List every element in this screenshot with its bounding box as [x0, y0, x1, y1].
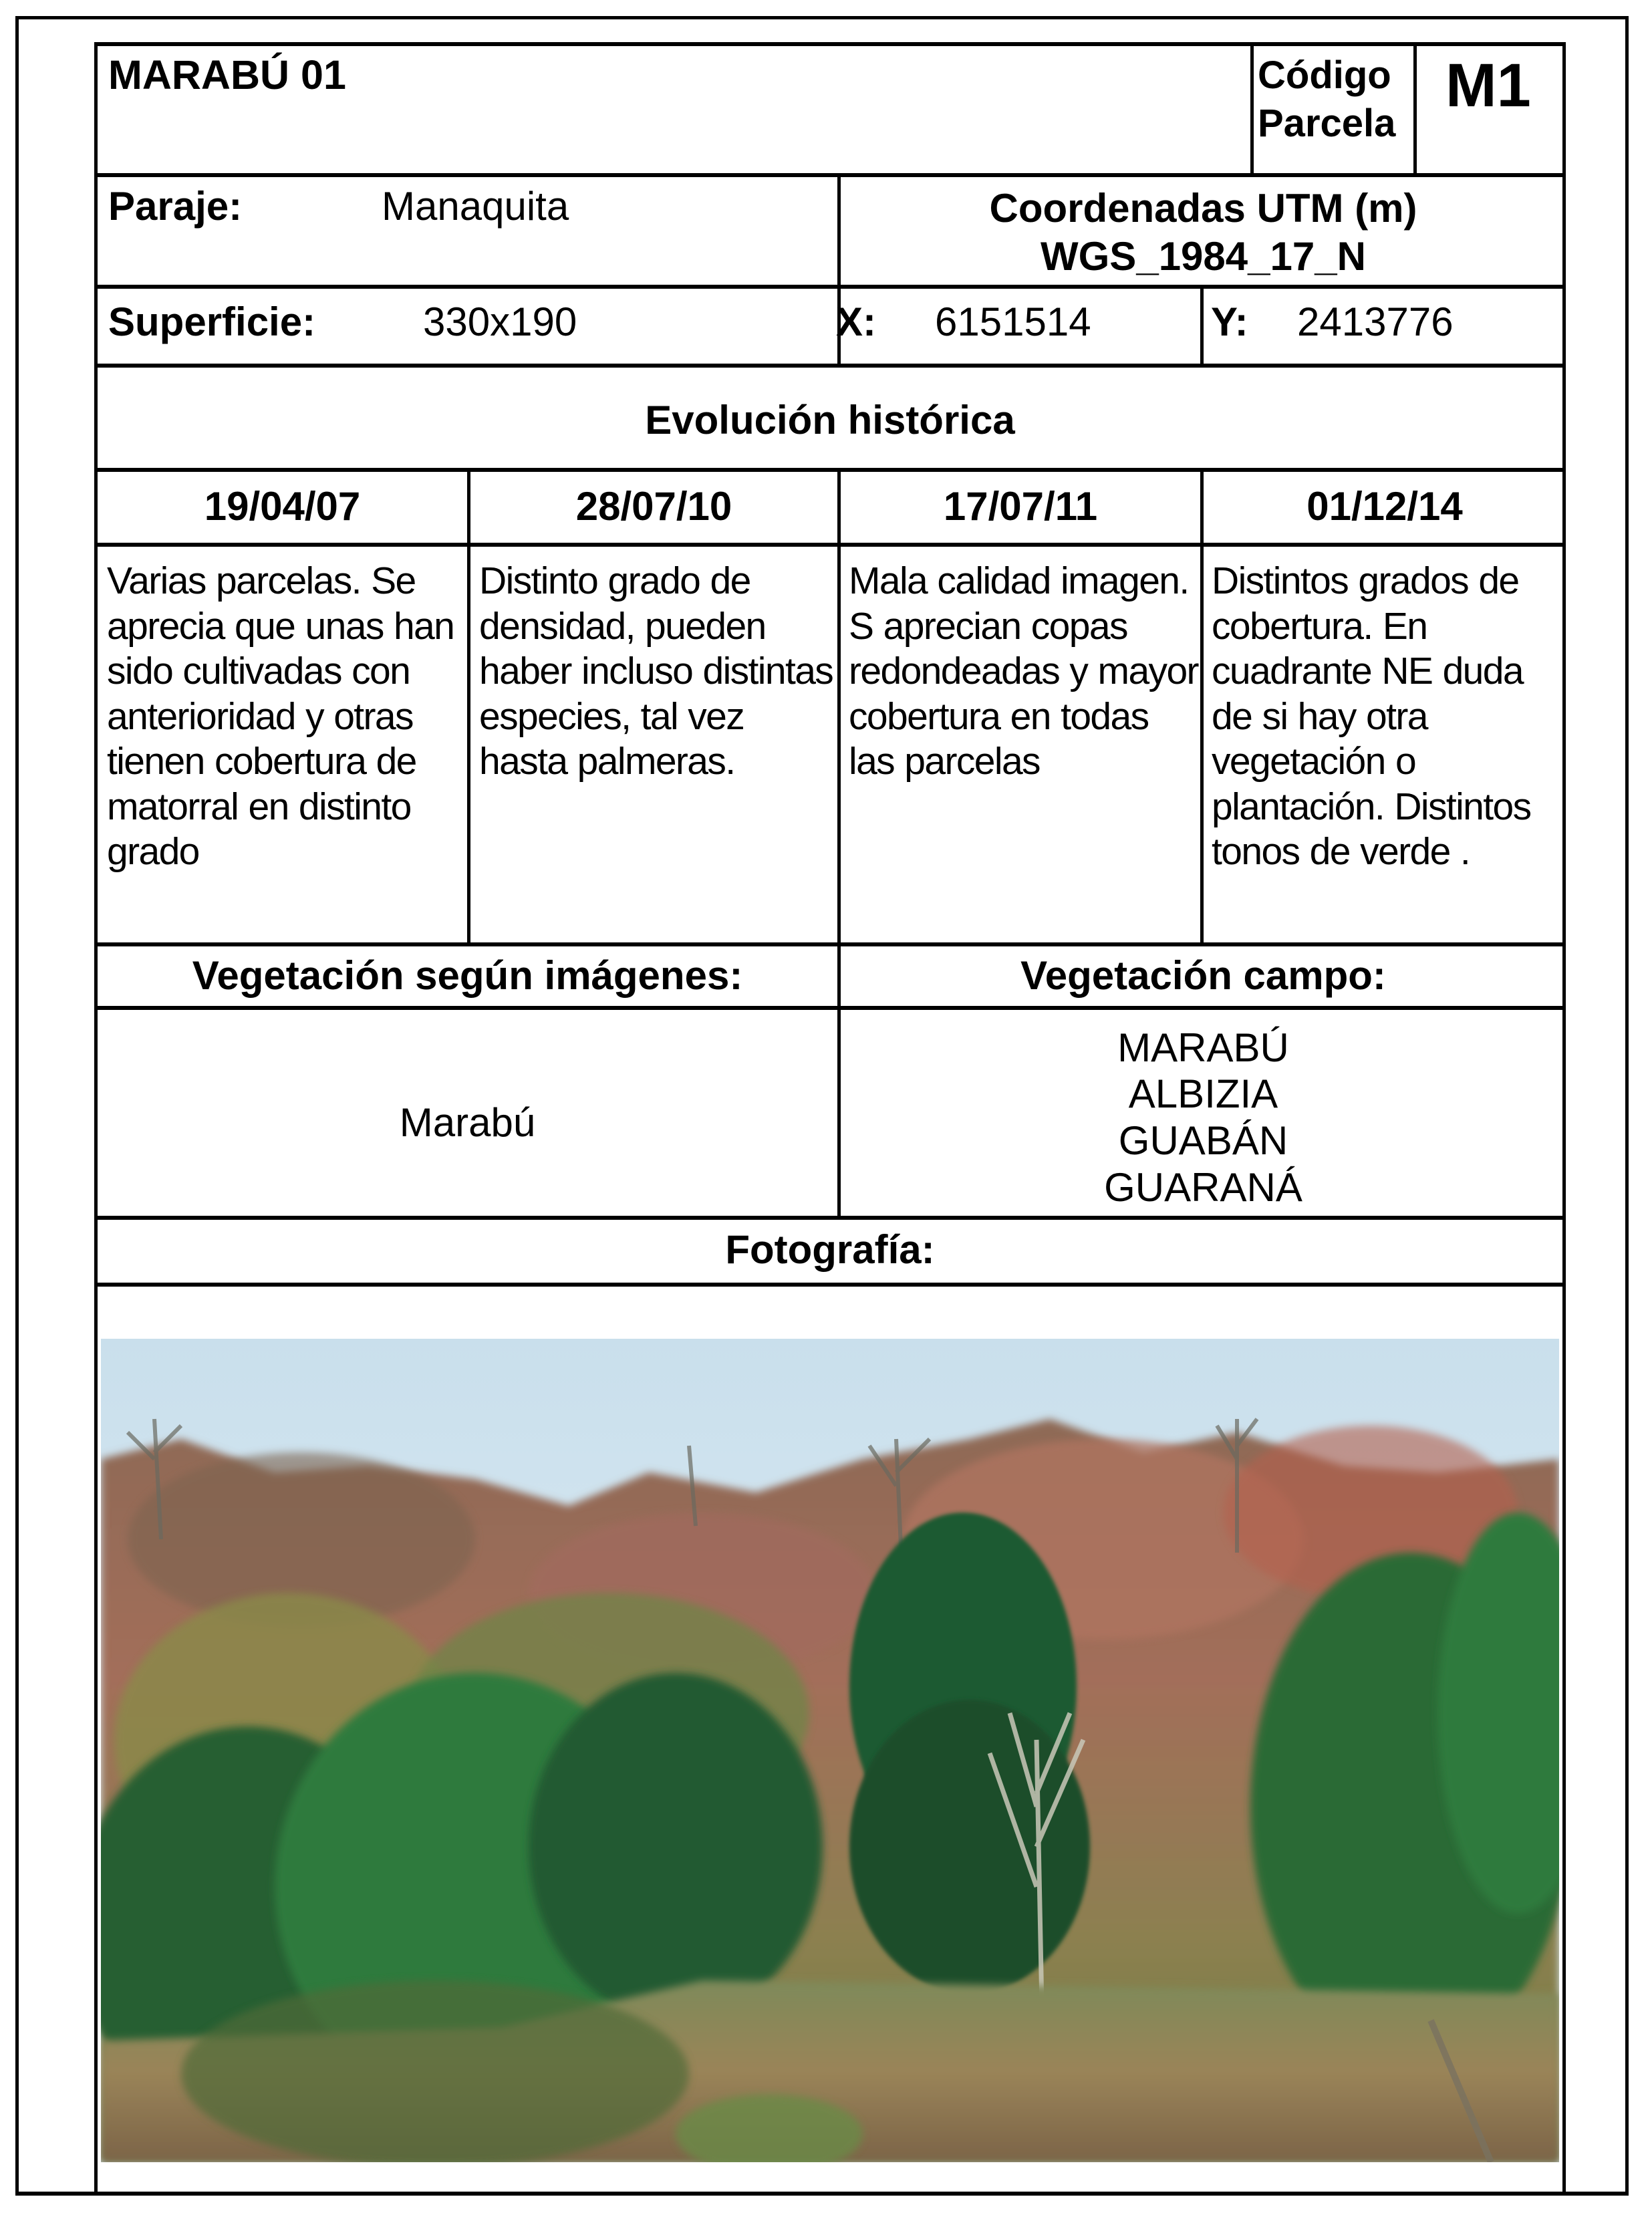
superficie-value: 330x190	[423, 299, 577, 344]
code-label-line1: Código	[1258, 53, 1391, 97]
history-description: Varias parcelas. Se aprecia que unas han sido cultivadas con anterioridad y otras tienen cobertura de matorral en distinto grado	[107, 559, 454, 873]
coords-title-line1: Coordenadas UTM (m)	[989, 186, 1417, 231]
row-divider	[94, 543, 1566, 547]
col-divider	[1413, 42, 1417, 175]
superficie-label: Superficie:	[108, 299, 316, 344]
x-label: X:	[836, 299, 876, 344]
row-divider	[94, 1006, 1566, 1010]
code-label-line2: Parcela	[1258, 102, 1396, 145]
record-title: MARABÚ 01	[108, 52, 346, 98]
y-label: Y:	[1211, 299, 1248, 344]
history-title: Evolución histórica	[645, 398, 1015, 442]
vegetation-images-value: Marabú	[399, 1100, 536, 1145]
bottom-rule	[15, 2192, 1629, 2196]
paraje-value: Manaquita	[382, 184, 569, 229]
history-date: 17/07/11	[943, 484, 1098, 529]
col-divider	[1200, 470, 1204, 944]
vegetation-images-label: Vegetación según imágenes:	[192, 953, 743, 998]
history-description: Distinto grado de densidad, pueden haber incluso distintas especies, tal vez hasta palmeras.	[479, 559, 833, 783]
field-photograph	[101, 1339, 1559, 2162]
vegetation-field-species: GUARANÁ	[1104, 1165, 1302, 1210]
row-divider	[94, 1283, 1566, 1287]
vegetation-field-species: GUABÁN	[1118, 1118, 1288, 1163]
row-divider	[94, 173, 1566, 177]
history-date: 28/07/10	[575, 484, 732, 529]
row-divider	[94, 1216, 1566, 1220]
vegetation-field-species: MARABÚ	[1117, 1025, 1289, 1070]
history-date: 01/12/14	[1306, 484, 1463, 529]
row-divider	[94, 468, 1566, 472]
vegetation-field-label: Vegetación campo:	[1020, 953, 1386, 998]
y-coordinate: 2413776	[1297, 299, 1454, 344]
col-divider	[837, 470, 841, 944]
x-coordinate: 6151514	[935, 299, 1091, 344]
paraje-label: Paraje:	[108, 184, 243, 229]
history-description: Mala calidad imagen. S aprecian copas redondeadas y mayor cobertura en todas las parcelas	[849, 559, 1198, 783]
col-divider	[1200, 287, 1204, 366]
vegetation-field-species: ALBIZIA	[1128, 1071, 1278, 1116]
col-divider	[1250, 42, 1254, 175]
history-description: Distintos grados de cobertura. En cuadrante NE duda de si hay otra vegetación o plantación. Distintos tonos de verde .	[1212, 559, 1531, 873]
photo-label: Fotografía:	[725, 1227, 935, 1272]
row-divider	[94, 285, 1566, 289]
history-date: 19/04/07	[204, 484, 361, 529]
row-divider	[94, 364, 1566, 368]
coords-title-line2: WGS_1984_17_N	[1041, 234, 1366, 279]
row-divider	[94, 942, 1566, 946]
plot-code: M1	[1446, 51, 1531, 120]
